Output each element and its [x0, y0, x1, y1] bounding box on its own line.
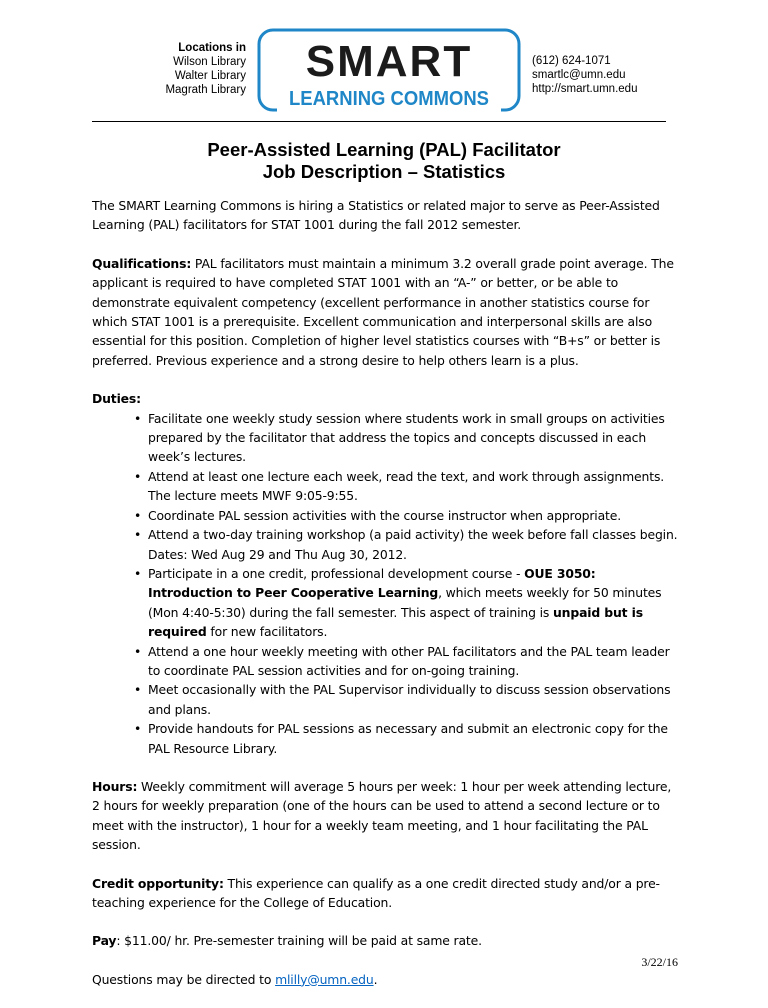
- location-walter: Walter Library: [174, 70, 246, 82]
- duty-item: • Provide handouts for PAL sessions as necessary and submit an electronic copy for the PAL Resource Library.: [134, 721, 668, 756]
- logo-commons-text: LEARNING COMMONS: [289, 88, 489, 110]
- credit-paragraph: [92, 874, 682, 913]
- duty-item: • Facilitate one weekly study session where students work in small groups on activities prepared by the facilitator that address the topics and concepts discussed in each week’s lectures.: [134, 410, 665, 465]
- title-line-1: Peer-Assisted Learning (PAL) Facilitator: [207, 139, 561, 160]
- bullet-icon: •: [134, 682, 142, 698]
- bullet-icon: •: [134, 410, 142, 426]
- bullet-icon: •: [134, 527, 142, 543]
- qualifications-text: PAL facilitators must maintain a minimum 3.2 overall grade point average. The applicant is required to have completed STAT 1001 with an “A-” or better, or be able to demonstrate equivalent competency (excellent performance in another statistics course for which STAT 1001 is a prerequisite. Excellent communication and interpersonal skills are also essential for this position. Completion of higher level statistics courses with “B+s” or better is preferred. Previous experience and a strong desire to help others learn is a plus.: [92, 255, 674, 368]
- duties-label: Duties:: [92, 391, 141, 407]
- header-divider: [92, 121, 666, 122]
- document-body: [92, 196, 682, 1008]
- contact-block: [532, 54, 637, 96]
- bullet-icon: •: [134, 721, 142, 737]
- locations-label: Locations in: [178, 42, 246, 54]
- page-header: [0, 0, 768, 120]
- smart-learning-commons-logo: [257, 28, 521, 112]
- qualifications-label: Qualifications:: [92, 255, 192, 271]
- bullet-icon: •: [134, 565, 142, 581]
- location-wilson: Wilson Library: [173, 56, 246, 68]
- hours-text: Weekly commitment will average 5 hours per week: 1 hour per week attending lecture, 2 hours for weekly preparation (one of the hours can be used to attend a second lecture or to meet with the instructor), 1 hour for a weekly team meeting, and 1 hour facilitating the PAL session.: [92, 778, 672, 853]
- pay-label: Pay: [92, 933, 117, 949]
- duties-list: [92, 409, 682, 758]
- duty-item: • Meet occasionally with the PAL Supervisor individually to discuss session observations and plans.: [134, 682, 671, 717]
- locations-block: [165, 41, 246, 97]
- bullet-icon: •: [134, 468, 142, 484]
- contact-email[interactable]: smartlc@umn.edu: [532, 69, 626, 81]
- page-title: [0, 139, 768, 183]
- pay-text: : $11.00/ hr. Pre-semester training will be paid at same rate.: [116, 933, 482, 949]
- credit-text: This experience can qualify as a one credit directed study and/or a pre-teaching experience for the College of Education.: [92, 875, 660, 910]
- location-magrath: Magrath Library: [165, 84, 246, 96]
- duty-item: • Attend at least one lecture each week, read the text, and work through assignments. The lecture meets MWF 9:05-9:55.: [134, 468, 665, 504]
- duties-section: [92, 389, 682, 758]
- title-line-2: Job Description – Statistics: [262, 161, 506, 182]
- email-link[interactable]: mlilly@umn.edu: [275, 971, 374, 987]
- duty-item: • Attend a one hour weekly meeting with other PAL facilitators and the PAL team leader to coordinate PAL session activities and for on-going training.: [134, 643, 670, 678]
- duty-item: • Participate in a one credit, professional development course - OUE 3050: Introduction to Peer Cooperative Learning, which meets weekly for 50 minutes (Mon 4:40-5:30) during the fall semester. This aspect of training is unpaid but is required for new facilitators.: [134, 565, 662, 640]
- intro-paragraph: The SMART Learning Commons is hiring a Statistics or related major to serve as Peer-Assisted Learning (PAL) facilitators for STAT 1001 during the fall 2012 semester.: [92, 198, 660, 233]
- contact-url[interactable]: http://smart.umn.edu: [532, 83, 638, 95]
- footer-date: 3/22/16: [641, 955, 678, 969]
- bullet-icon: •: [134, 507, 142, 523]
- duty-item: • Coordinate PAL session activities with the course instructor when appropriate.: [148, 506, 682, 525]
- pay-paragraph: [92, 931, 682, 950]
- qualifications-paragraph: [92, 254, 682, 370]
- bullet-icon: •: [134, 643, 142, 659]
- hours-label: Hours:: [92, 778, 138, 794]
- duty-item: • Attend a two-day training workshop (a paid activity) the week before fall classes begin. Dates: Wed Aug 29 and Thu Aug 30, 2012.: [134, 527, 678, 562]
- questions-paragraph: Questions may be directed to mlilly@umn.edu.: [92, 971, 378, 987]
- logo-smart-text: SMART: [305, 37, 473, 86]
- hours-paragraph: [92, 777, 682, 855]
- credit-label: Credit opportunity:: [92, 875, 224, 891]
- contact-phone: (612) 624-1071: [532, 55, 611, 67]
